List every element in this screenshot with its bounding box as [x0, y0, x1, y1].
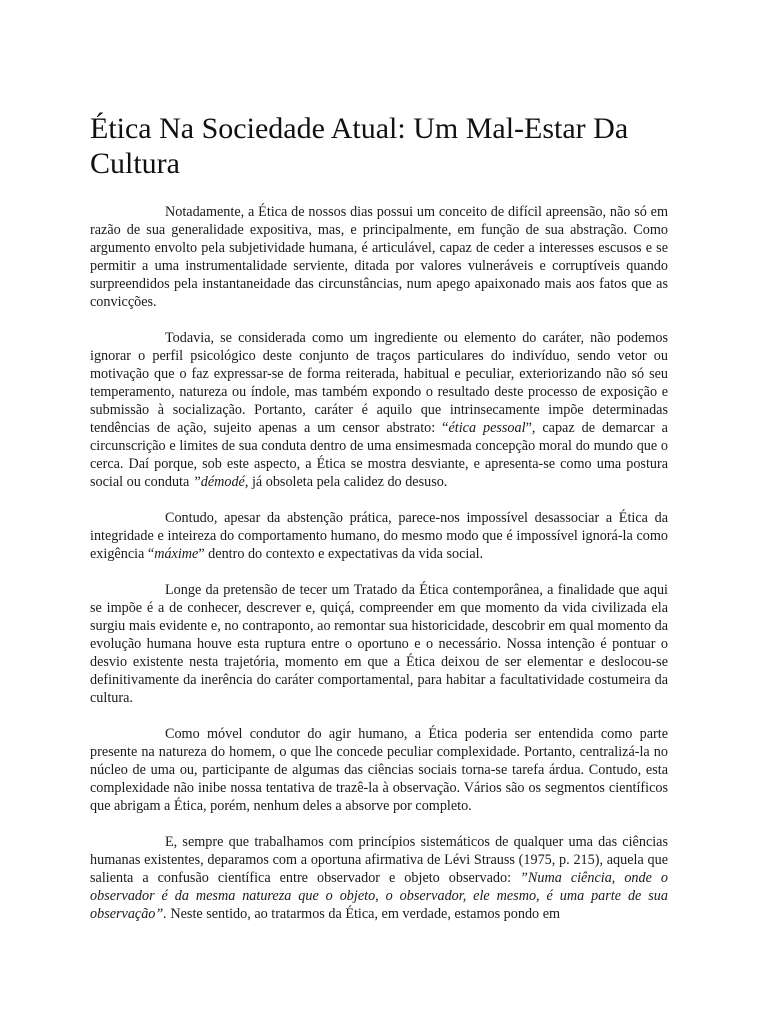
italic-term: ética pessoal	[448, 420, 526, 436]
paragraph-6: E, sempre que trabalhamos com princípios sistemáticos de qualquer uma das ciências humanas existentes, deparamos com a oportuna afirmativa de Lévi Strauss (1975, p. 215), aquela que salienta a confusão científica entre observador e objeto observado: ”Numa ciência, onde o observador é da mesma natureza que o objeto, o observador, ele mesmo, é uma parte de sua observação”. Neste sentido, ao tratarmos da Ética, em verdade, estamos pondo em	[90, 834, 669, 922]
document-title: Ética Na Sociedade Atual: Um Mal-Estar Da Cultura	[90, 112, 629, 180]
paragraph-3: Contudo, apesar da abstenção prática, parece-nos impossível desassociar a Ética da integridade e inteireza do comportamento humano, do mesmo modo que é impossível ignorá-la como exigência “máxime” dentro do contexto e expectativas da vida social.	[90, 510, 668, 562]
italic-term: máxime	[154, 546, 199, 562]
italic-quote: ”Numa ciência, onde o observador é da mesma natureza que o objeto, o observador, ele mesmo, é uma parte de sua observação”.	[90, 870, 669, 922]
paragraph-1: Notadamente, a Ética de nossos dias possui um conceito de difícil apreensão, não só em razão de sua generalidade expositiva, mas, e principalmente, em função de sua abstração. Como argumento envolto pela subjetividade humana, é articulável, capaz de ceder a interesses escusos e se permitir a uma instrumentalidade serviente, ditada por valores vulneráveis e corruptíveis quando surpreendidos pela instantaneidade das circunstâncias, num apego apaixonado mais aos fatos que as convicções.	[90, 204, 668, 310]
document-body	[90, 203, 668, 941]
italic-term: ”démodé,	[192, 474, 249, 490]
paragraph-2: Todavia, se considerada como um ingrediente ou elemento do caráter, não podemos ignorar o perfil psicológico deste conjunto de traços particulares do indivíduo, sendo vetor ou motivação que o faz expressar-se de forma reiterada, habitual e peculiar, exteriorizando não só seu temperamento, natureza ou índole, mas também expondo o resultado deste processo de exposição e submissão à socialização. Portanto, caráter é aquilo que intrinsecamente impõe determinadas tendências de ação, sujeito apenas a um censor abstrato: “ética pessoal”, capaz de demarcar a circunscrição e limites de sua conduta dentro de uma ensimesmada concepção moral do mundo que o cerca. Daí porque, sob este aspecto, a Ética se mostra desviante, e apresenta-se como uma postura social ou conduta ”démodé, já obsoleta pela calidez do desuso.	[90, 330, 668, 490]
paragraph-5: Como móvel condutor do agir humano, a Ética poderia ser entendida como parte presente na natureza do homem, o que lhe concede peculiar complexidade. Portanto, centralizá-la no núcleo de uma ou, participante de algumas das ciências sociais torna-se tarefa árdua. Contudo, esta complexidade não inibe nossa tentativa de trazê-la à observação. Vários são os segmentos científicos que abrigam a Ética, porém, nenhum deles a absorve por completo.	[90, 726, 668, 814]
paragraph-4: Longe da pretensão de tecer um Tratado da Ética contemporânea, a finalidade que aqui se impõe é a de conhecer, descrever e, quiçá, compreender em que momento da vida civilizada ela surgiu mais evidente e, no contraponto, ao remontar sua historicidade, descobrir em qual momento da evolução humana houve esta ruptura entre o oportuno e o necessário. Nossa intenção é pontuar o desvio existente nesta trajetória, momento em que a Ética deixou de ser elementar e deslocou-se definitivamente da inerência do caráter comportamental, para habitar a facultatividade costumeira da cultura.	[90, 582, 668, 706]
